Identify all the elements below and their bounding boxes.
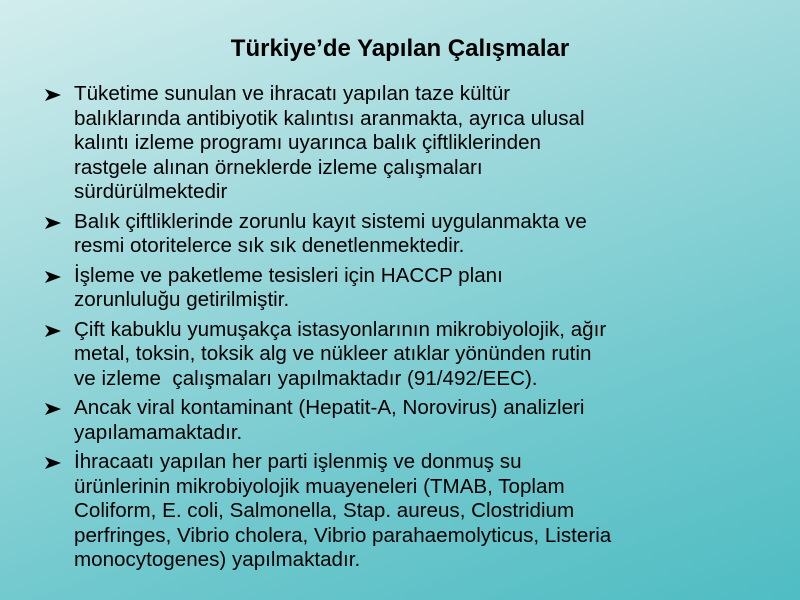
bullet-line: Çift kabuklu yumuşakça istasyonlarının mikrobiyolojik, ağır xyxy=(74,317,607,341)
bullet-item xyxy=(40,318,785,392)
bullet-text xyxy=(74,450,785,573)
bullet-item xyxy=(40,82,785,205)
bullet-text xyxy=(74,318,785,392)
slide-title: Türkiye’de Yapılan Çalışmalar xyxy=(230,35,570,62)
bullet-line: zorunluluğu getirilmiştir. xyxy=(74,288,290,311)
arrow-bullet-icon xyxy=(44,270,62,284)
bullet-line: Tüketime sunulan ve ihracatı yapılan taze kültür xyxy=(74,82,511,105)
bullet-item xyxy=(40,450,785,573)
bullet-line: ve izleme çalışmaları yapılmaktadır (91/492/EEC). xyxy=(74,366,538,390)
bullet-text xyxy=(74,82,785,205)
bullet-line: kalıntı izleme programı uyarınca balık çiftliklerinden xyxy=(74,131,541,154)
bullet-line: metal, toksin, toksik alg ve nükleer atıklar yönünden rutin xyxy=(74,342,592,365)
bullet-list xyxy=(40,82,785,578)
arrow-bullet-icon xyxy=(44,216,62,230)
bullet-line: perfringes, Vibrio cholera, Vibrio parahaemolyticus, Listeria xyxy=(74,523,612,547)
bullet-item xyxy=(40,264,785,313)
bullet-line: Ancak viral kontaminant (Hepatit-A, Norovirus) analizleri xyxy=(74,396,585,419)
bullet-line: monocytogenes) yapılmaktadır. xyxy=(74,548,361,571)
bullet-line: balıklarında antibiyotik kalıntısı aranmakta, ayrıca ulusal xyxy=(74,106,585,130)
arrow-bullet-icon xyxy=(44,88,62,102)
bullet-text xyxy=(74,210,785,259)
arrow-bullet-icon xyxy=(44,402,62,416)
bullet-text xyxy=(74,396,785,445)
bullet-line: sürdürülmektedir xyxy=(74,180,228,203)
bullet-item xyxy=(40,210,785,259)
bullet-line: İşleme ve paketleme tesisleri için HACCP planı xyxy=(74,263,503,287)
bullet-line: Balık çiftliklerinde zorunlu kayıt sistemi uygulanmakta ve xyxy=(74,209,587,233)
bullet-line: yapılamamaktadır. xyxy=(74,420,243,444)
bullet-item xyxy=(40,396,785,445)
arrow-bullet-icon xyxy=(44,456,62,470)
bullet-line: Coliform, E. coli, Salmonella, Stap. aureus, Clostridium xyxy=(74,499,575,522)
arrow-bullet-icon xyxy=(44,324,62,338)
bullet-line: İhracaatı yapılan her parti işlenmiş ve donmuş su xyxy=(74,450,522,473)
bullet-line: rastgele alınan örneklerde izleme çalışmaları xyxy=(74,155,483,179)
bullet-text xyxy=(74,264,785,313)
bullet-line: resmi otoritelerce sık sık denetlenmektedir. xyxy=(74,234,465,257)
bullet-line: ürünlerinin mikrobiyolojik muayeneleri (TMAB, Toplam xyxy=(74,474,565,498)
